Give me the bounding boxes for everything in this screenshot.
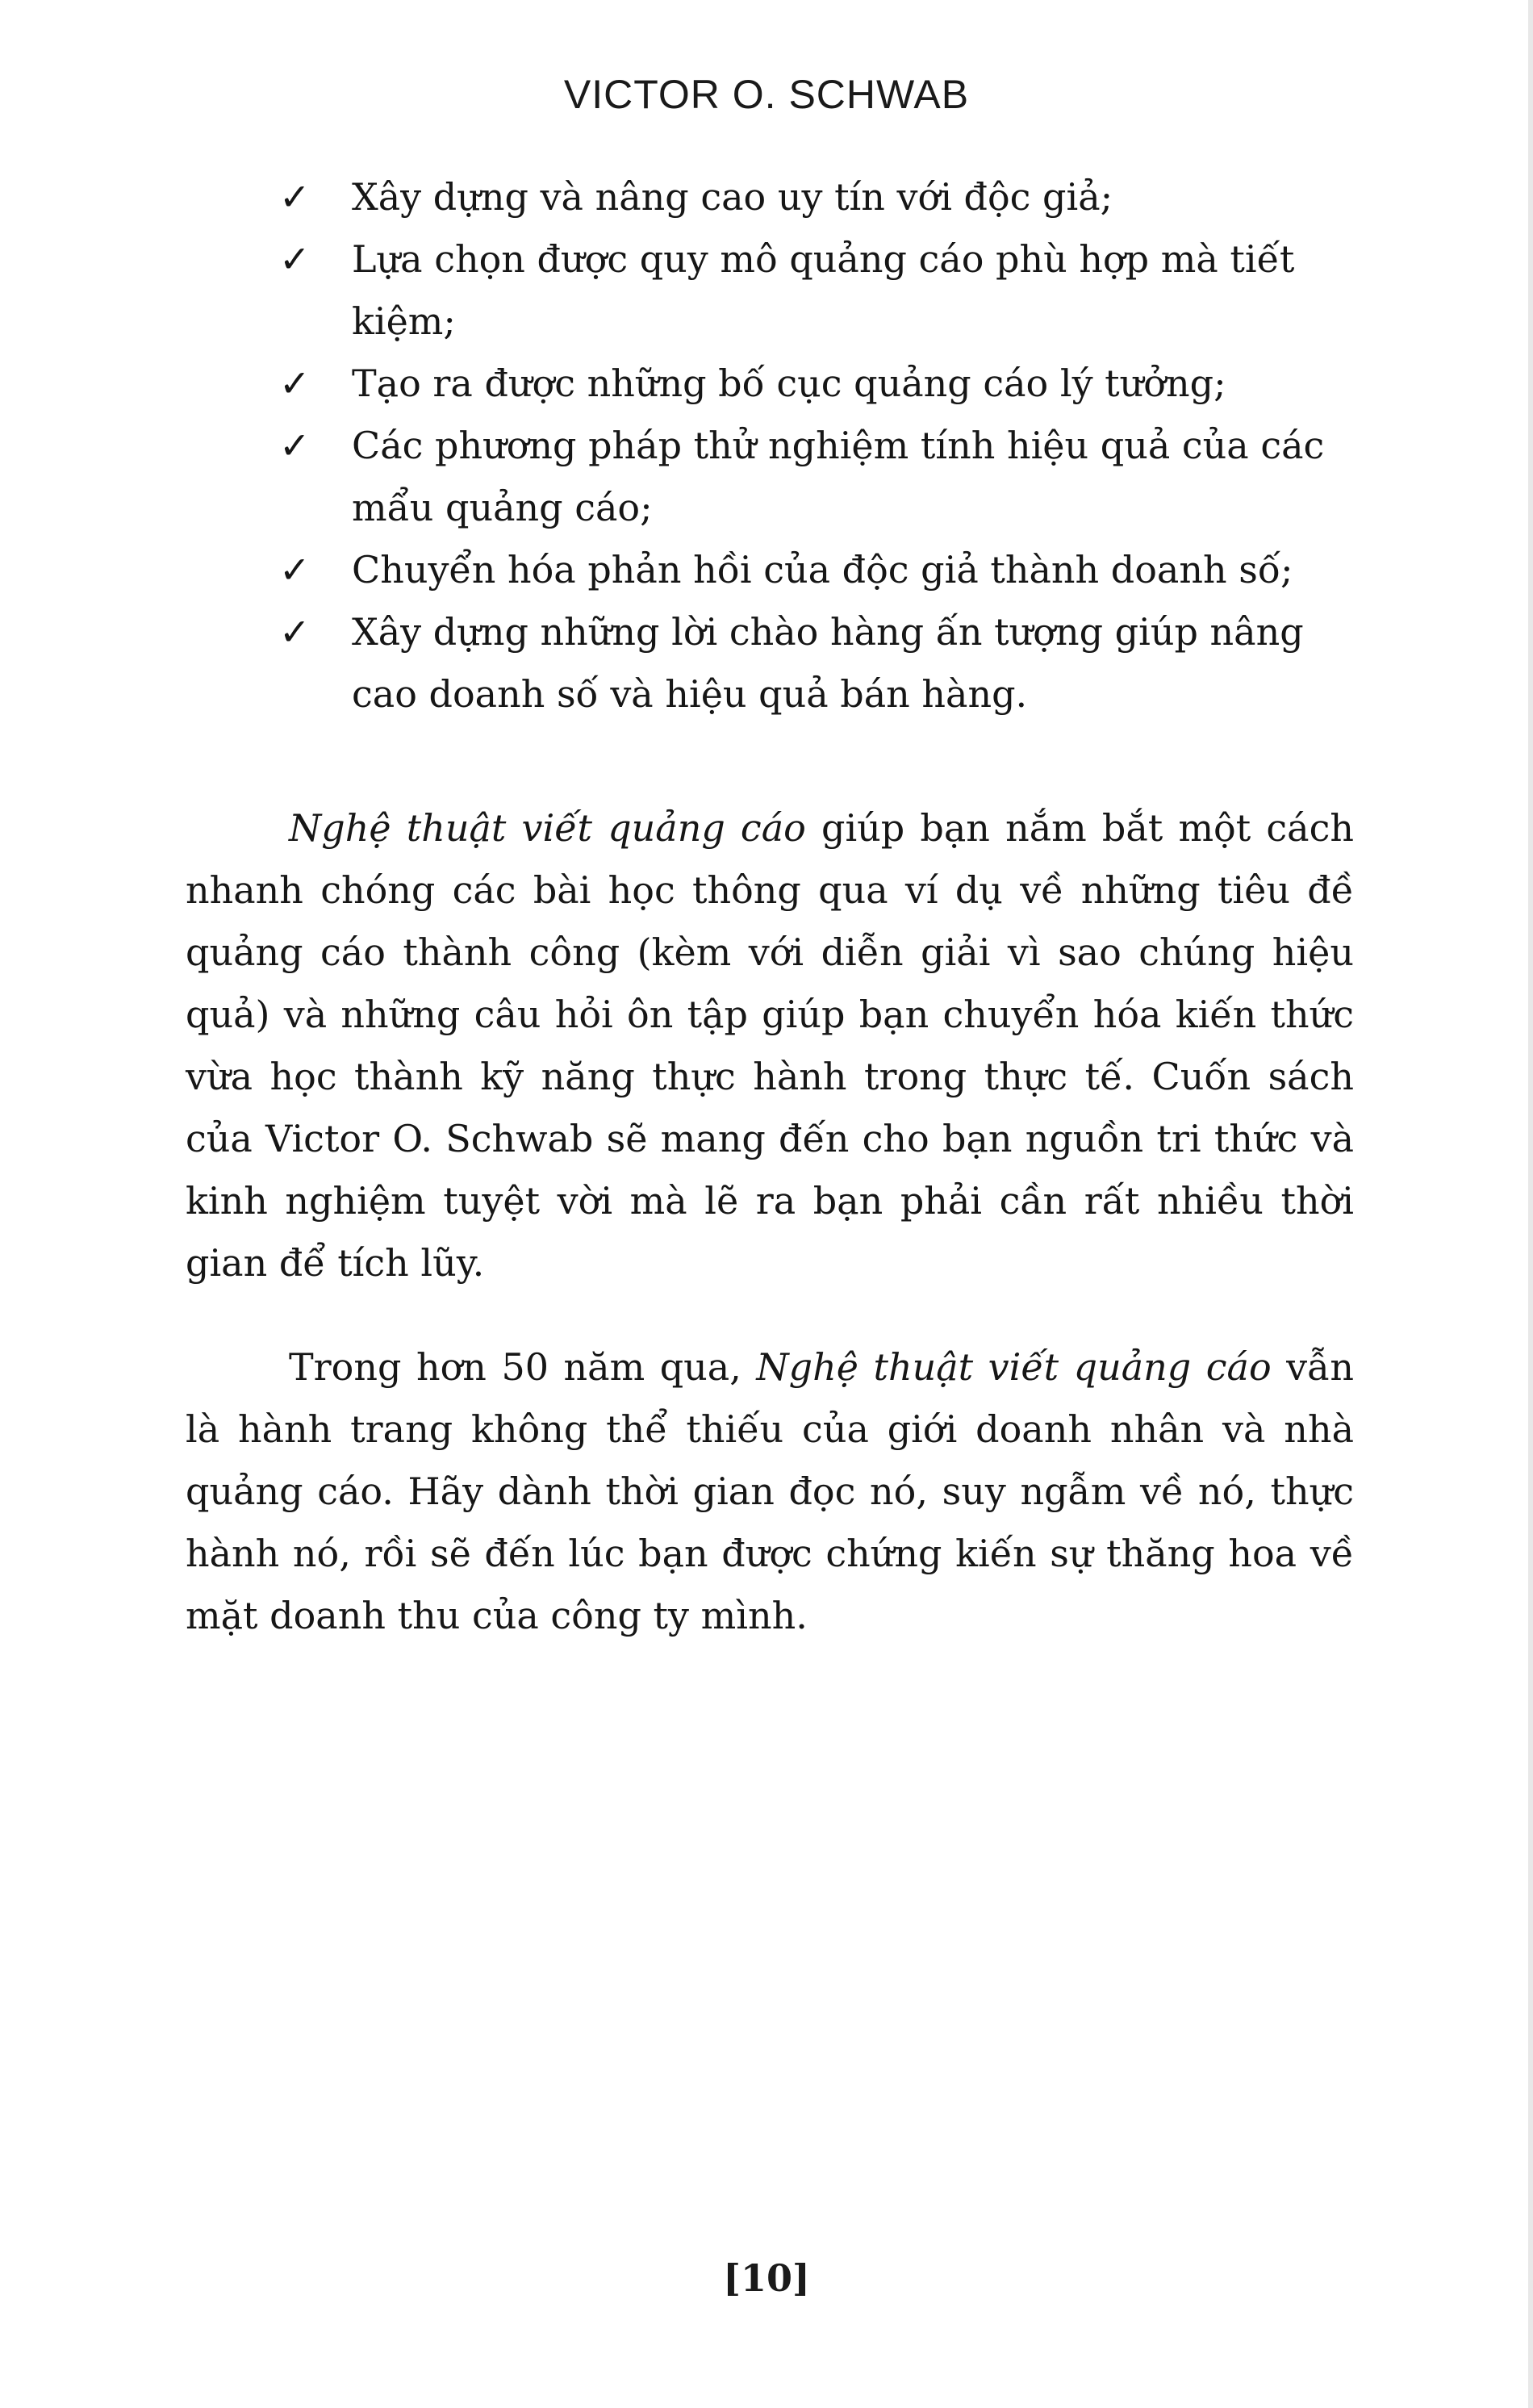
- checklist-item: [274, 539, 1355, 601]
- checklist-item: [274, 228, 1355, 353]
- checklist-item-text: Lựa chọn được quy mô quảng cáo phù hợp mà tiết kiệm;: [352, 237, 1295, 343]
- paragraph-intro: [186, 797, 1354, 1294]
- benefits-checklist: [274, 166, 1355, 725]
- running-header: VICTOR O. SCHWAB: [563, 72, 970, 117]
- check-icon: ✓: [279, 175, 311, 219]
- book-title: Nghệ thuật viết quảng cáo: [756, 1345, 1272, 1389]
- checklist-item: [274, 353, 1355, 415]
- page-number: [10]: [723, 2256, 810, 2300]
- page-edge: [1528, 0, 1533, 2408]
- checklist-item-text: Xây dựng và nâng cao uy tín với độc giả;: [352, 175, 1113, 219]
- checklist-item: [274, 415, 1355, 539]
- check-icon: ✓: [279, 362, 311, 405]
- check-icon: ✓: [279, 548, 311, 592]
- paragraph-closing: [186, 1336, 1354, 1647]
- check-icon: ✓: [279, 424, 311, 467]
- checklist-item: [274, 601, 1355, 725]
- paragraph-text-rest: vẫn là hành trang không thể thiếu của giới doanh nhân và nhà quảng cáo. Hãy dành thời gian đọc nó, suy ngẫm về nó, thực hành nó, rồi sẽ đến lúc bạn được chứng kiến sự thăng hoa về mặt doanh thu của công ty mình.: [186, 1345, 1354, 1637]
- check-icon: ✓: [279, 237, 311, 281]
- checklist-item-text: Chuyển hóa phản hồi của độc giả thành doanh số;: [352, 548, 1293, 592]
- paragraph-text-lead: Trong hơn 50 năm qua,: [289, 1345, 757, 1389]
- check-icon: ✓: [279, 610, 311, 654]
- checklist-item-text: Tạo ra được những bố cục quảng cáo lý tưởng;: [352, 362, 1226, 405]
- checklist-item-text: Các phương pháp thử nghiệm tính hiệu quả của các mẩu quảng cáo;: [352, 424, 1325, 529]
- checklist-item-text: Xây dựng những lời chào hàng ấn tượng giúp nâng cao doanh số và hiệu quả bán hàng.: [352, 610, 1304, 716]
- book-title: Nghệ thuật viết quảng cáo: [289, 806, 806, 850]
- paragraph-text: giúp bạn nắm bắt một cách nhanh chóng các bài học thông qua ví dụ về những tiêu đề quảng cáo thành công (kèm với diễn giải vì sao chúng hiệu quả) và những câu hỏi ôn tập giúp bạn chuyển hóa kiến thức vừa học thành kỹ năng thực hành trong thực tế. Cuốn sách của Victor O. Schwab sẽ mang đến cho bạn nguồn tri thức và kinh nghiệm tuyệt vời mà lẽ ra bạn phải cần rất nhiều thời gian để tích lũy.: [186, 806, 1354, 1285]
- checklist-item: [274, 166, 1355, 228]
